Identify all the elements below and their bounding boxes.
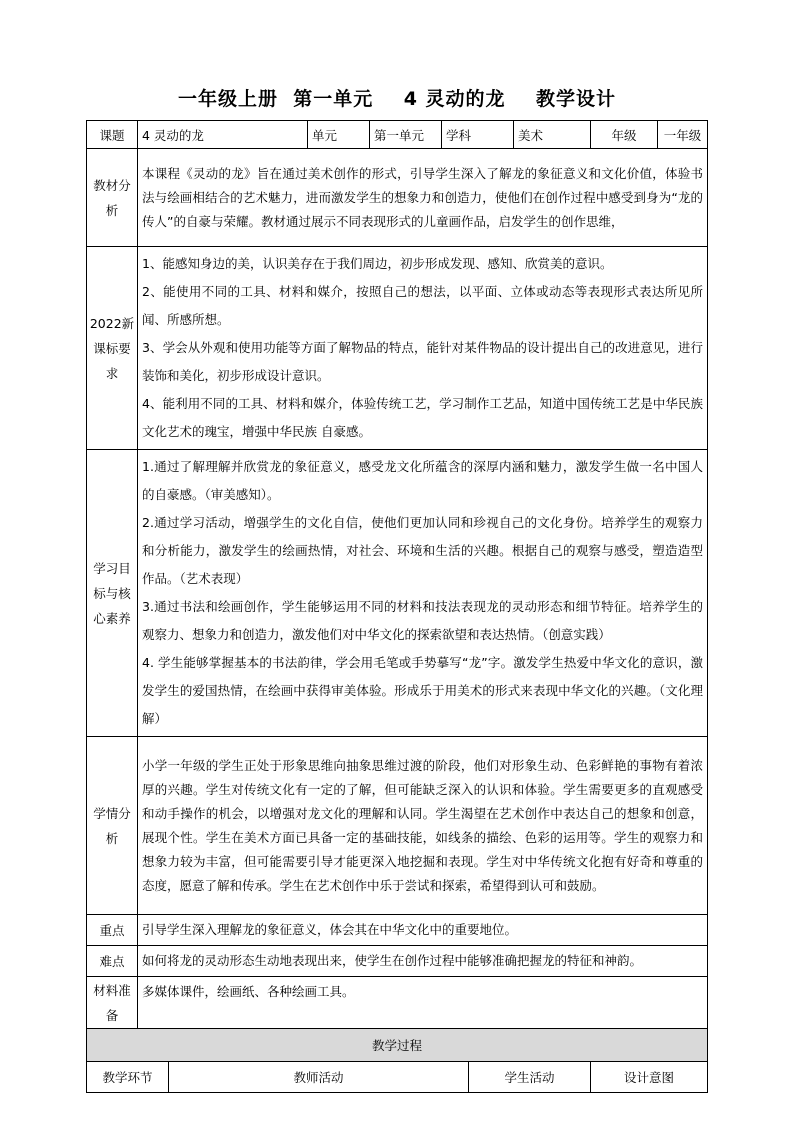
objectives-item: 4. 学生能够掌握基本的书法韵律，学会用毛笔或手势摹写“龙”字。激发学生热爱中华文化的意识，激发学生的爱国热情，在绘画中获得审美体验。形成乐于用美术的形式来表现中华文化的兴趣。（文化理解） — [142, 655, 704, 726]
standards-item: 4、能利用不同的工具、材料和媒介，体验传统工艺，学习制作工艺品，知道中国传统工艺是中华民族文化艺术的瑰宝，增强中华民族 自豪感。 — [142, 396, 704, 439]
difficulty-text: 如何将龙的灵动形态生动地表现出来，使学生在创作过程中能够准确把握龙的特征和神韵。 — [138, 946, 708, 977]
difficulty-label: 难点 — [87, 946, 138, 977]
process-title-row — [87, 1029, 708, 1062]
course-value: 4 灵动的龙 — [138, 121, 308, 149]
process-col-stage: 教学环节 — [87, 1062, 169, 1093]
textbook-label: 教材分析 — [87, 149, 138, 247]
process-col-intent: 设计意图 — [591, 1062, 708, 1093]
textbook-row — [87, 149, 708, 247]
materials-label: 材料准备 — [87, 977, 138, 1029]
standards-text — [138, 247, 708, 450]
standards-row — [87, 247, 708, 450]
students-label: 学情分析 — [87, 737, 138, 915]
materials-row — [87, 977, 708, 1029]
page-title: 一年级上册 第一单元 4 灵动的龙 教学设计 — [178, 88, 616, 110]
students-row — [87, 737, 708, 915]
objectives-item: 3.通过书法和绘画创作，学生能够运用不同的材料和技法表现龙的灵动形态和细节特征。培养学生的观察力、想象力和创造力，激发他们对中华文化的探索欲望和表达热情。（创意实践） — [142, 599, 704, 642]
grade-value: 一年级 — [658, 121, 708, 149]
process-col-teacher: 教师活动 — [169, 1062, 469, 1093]
key-point-row — [87, 915, 708, 946]
standards-item: 2、能使用不同的工具、材料和媒介，按照自己的想法，以平面、立体或动态等表现形式表达所见所闻、所感所想。 — [142, 284, 704, 327]
materials-text: 多媒体课件，绘画纸、各种绘画工具。 — [138, 977, 708, 1029]
lesson-plan-table — [86, 120, 708, 1093]
textbook-text: 本课程《灵动的龙》旨在通过美术创作的形式，引导学生深入了解龙的象征意义和文化价值，体验书法与绘画相结合的艺术魅力，进而激发学生的想象力和创造力，使他们在创作过程中感受到身为“龙的传人”的自豪与荣耀。教材通过展示不同表现形式的儿童画作品，启发学生的创作思维， — [138, 149, 708, 247]
standards-label: 2022新课标要求 — [87, 247, 138, 450]
process-title: 教学过程 — [87, 1029, 708, 1062]
course-label: 课题 — [87, 121, 138, 149]
difficulty-row — [87, 946, 708, 977]
subject-value: 美术 — [514, 121, 591, 149]
header-row — [87, 121, 708, 149]
unit-value: 第一单元 — [370, 121, 442, 149]
objectives-label: 学习目标与核心素养 — [87, 450, 138, 737]
key-point-label: 重点 — [87, 915, 138, 946]
standards-item: 3、学会从外观和使用功能等方面了解物品的特点，能针对某件物品的设计提出自己的改进意见，进行装饰和美化，初步形成设计意识。 — [142, 340, 704, 383]
key-point-text: 引导学生深入理解龙的象征意义，体会其在中华文化中的重要地位。 — [138, 915, 708, 946]
unit-label: 单元 — [308, 121, 370, 149]
objectives-item: 2.通过学习活动，增强学生的文化自信，使他们更加认同和珍视自己的文化身份。培养学生的观察力和分析能力，激发学生的绘画热情，对社会、环境和生活的兴趣。根据自己的观察与感受，塑造造型作品。（艺术表现） — [142, 515, 704, 586]
students-text: 小学一年级的学生正处于形象思维向抽象思维过渡的阶段，他们对形象生动、色彩鲜艳的事物有着浓厚的兴趣。学生对传统文化有一定的了解，但可能缺乏深入的认识和体验。学生需要更多的直观感受和动手操作的机会，以增强对龙文化的理解和认同。学生渴望在艺术创作中表达自己的想象和创意，展现个性。学生在美术方面已具备一定的基础技能，如线条的描绘、色彩的运用等。学生的观察力和想象力较为丰富，但可能需要引导才能更深入地挖掘和表现。学生对中华传统文化抱有好奇和尊重的态度，愿意了解和传承。学生在艺术创作中乐于尝试和探索，希望得到认可和鼓励。 — [138, 737, 708, 915]
objectives-row — [87, 450, 708, 737]
process-header-row — [87, 1062, 708, 1093]
subject-label: 学科 — [442, 121, 514, 149]
objectives-text — [138, 450, 708, 737]
grade-label: 年级 — [591, 121, 658, 149]
objectives-item: 1.通过了解理解并欣赏龙的象征意义，感受龙文化所蕴含的深厚内涵和魅力，激发学生做一名中国人的自豪感。（审美感知）。 — [142, 459, 704, 502]
process-col-student: 学生活动 — [469, 1062, 591, 1093]
standards-item: 1、能感知身边的美，认识美存在于我们周边，初步形成发现、感知、欣赏美的意识。 — [142, 256, 613, 271]
